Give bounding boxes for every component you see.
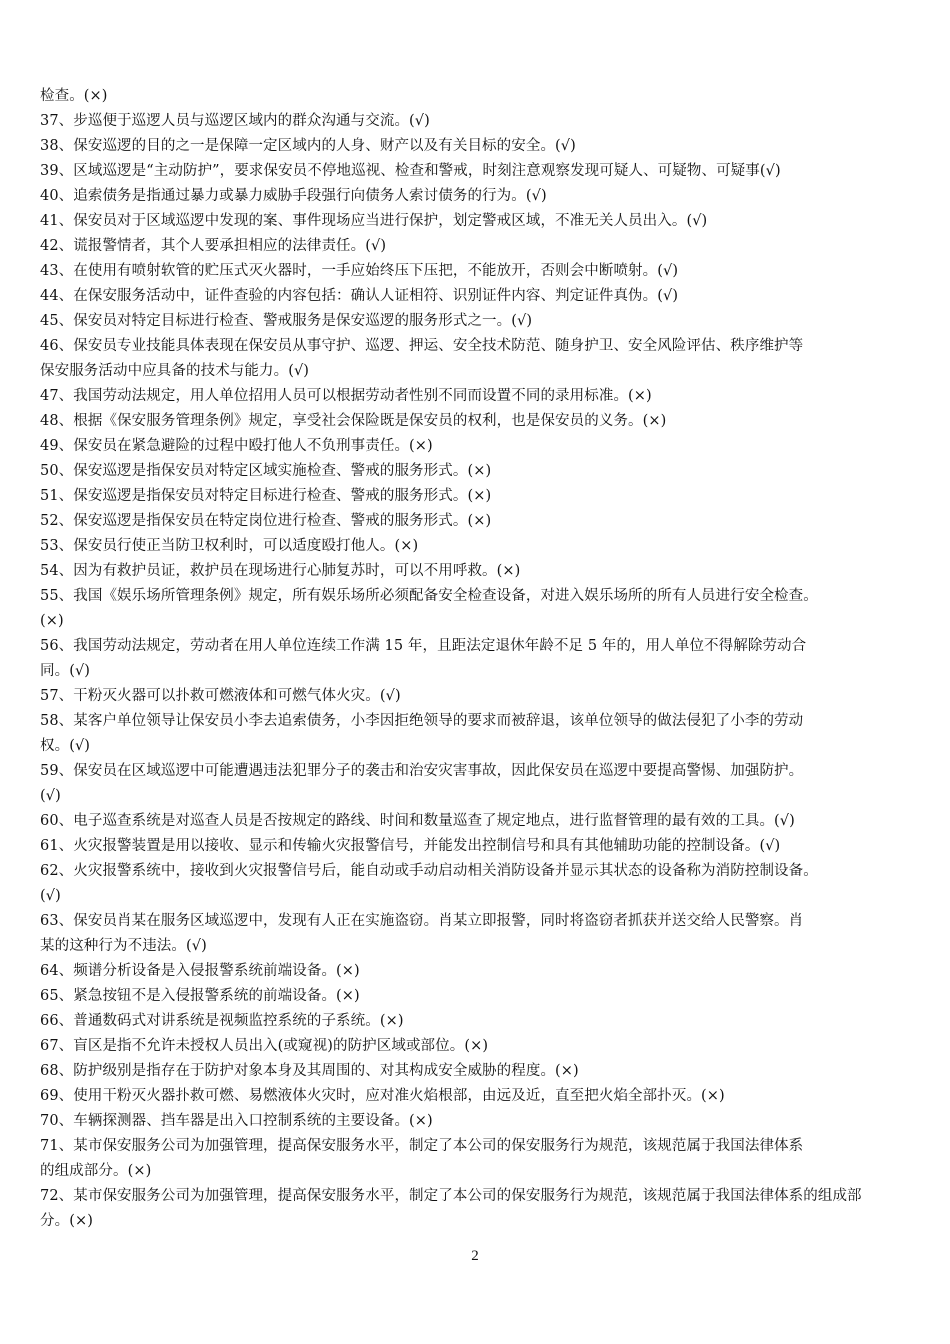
text-line: 59、保安员在区域巡逻中可能遭遇违法犯罪分子的袭击和治安灾害事故，因此保安员在巡逻中要提高警惕、加强防护。 [40, 763, 804, 779]
text-line: 53、保安员行使正当防卫权利时，可以适度殴打他人。(×) [40, 538, 419, 554]
text-line: 保安服务活动中应具备的技术与能力。(√) [40, 363, 310, 379]
text-line: 42、谎报警情者，其个人要承担相应的法律责任。(√) [40, 238, 387, 254]
text-line: 47、我国劳动法规定，用人单位招用人员可以根据劳动者性别不同而设置不同的录用标准。(×) [40, 388, 652, 404]
text-line: 64、频谱分析设备是入侵报警系统前端设备。(×) [40, 963, 360, 979]
text-line: 72、某市保安服务公司为加强管理，提高保安服务水平，制定了本公司的保安服务行为规范，该规范属于我国法律体系的组成部 [40, 1188, 862, 1204]
text-line: 56、我国劳动法规定，劳动者在用人单位连续工作满 15 年，且距法定退休年龄不足 5 年的，用人单位不得解除劳动合 [40, 638, 807, 654]
text-line: 46、保安员专业技能具体表现在保安员从事守护、巡逻、押运、安全技术防范、随身护卫、安全风险评估、秩序维护等 [40, 338, 804, 354]
text-line: 62、火灾报警系统中，接收到火灾报警信号后，能自动或手动启动相关消防设备并显示其状态的设备称为消防控制设备。 [40, 863, 818, 879]
text-line: 41、保安员对于区域巡逻中发现的案、事件现场应当进行保护，划定警戒区域，不准无关人员出入。(√) [40, 213, 708, 229]
text-line: 54、因为有救护员证，救护员在现场进行心肺复苏时，可以不用呼救。(×) [40, 563, 521, 579]
text-line: 38、保安巡逻的目的之一是保障一定区域内的人身、财产以及有关目标的安全。(√) [40, 138, 576, 154]
text-line: 71、某市保安服务公司为加强管理，提高保安服务水平，制定了本公司的保安服务行为规范，该规范属于我国法律体系 [40, 1138, 804, 1154]
text-line: 权。(√) [40, 738, 91, 754]
text-line: 40、追索债务是指通过暴力或暴力威胁手段强行向债务人索讨债务的行为。(√) [40, 188, 547, 204]
text-line: 某的这种行为不违法。(√) [40, 938, 207, 954]
text-line: (×) [40, 613, 64, 629]
text-line: 52、保安巡逻是指保安员在特定岗位进行检查、警戒的服务形式。(×) [40, 513, 492, 529]
text-line: 65、紧急按钮不是入侵报警系统的前端设备。(×) [40, 988, 360, 1004]
text-line: 48、根据《保安服务管理条例》规定，享受社会保险既是保安员的权利，也是保安员的义务。(×) [40, 413, 667, 429]
text-line: 60、电子巡查系统是对巡查人员是否按规定的路线、时间和数量巡查了规定地点，进行监督管理的最有效的工具。(√) [40, 813, 795, 829]
text-line: 分。(×) [40, 1213, 93, 1229]
document-body [40, 84, 912, 1234]
text-line: 66、普通数码式对讲系统是视频监控系统的子系统。(×) [40, 1013, 404, 1029]
text-line: (√) [40, 888, 61, 904]
text-line: 39、区域巡逻是“主动防护”，要求保安员不停地巡视、检查和警戒，时刻注意观察发现可疑人、可疑物、可疑事(√) [40, 163, 781, 179]
text-line: 61、火灾报警装置是用以接收、显示和传输火灾报警信号，并能发出控制信号和具有其他辅助功能的控制设备。(√) [40, 838, 781, 854]
text-line: 67、盲区是指不允许未授权人员出入(或窥视)的防护区域或部位。(×) [40, 1038, 489, 1054]
text-line: 44、在保安服务活动中，证件查验的内容包括：确认人证相符、识别证件内容、判定证件真伪。(√) [40, 288, 679, 304]
text-line: 49、保安员在紧急避险的过程中殴打他人不负刑事责任。(×) [40, 438, 433, 454]
text-line: 55、我国《娱乐场所管理条例》规定，所有娱乐场所必须配备安全检查设备，对进入娱乐场所的所有人员进行安全检查。 [40, 588, 818, 604]
page-number: 2 [471, 1248, 479, 1264]
text-line: 检查。(×) [40, 88, 108, 104]
text-line: 同。(√) [40, 663, 91, 679]
text-line: 的组成部分。(×) [40, 1163, 152, 1179]
text-line: 50、保安巡逻是指保安员对特定区域实施检查、警戒的服务形式。(×) [40, 463, 492, 479]
text-line: 45、保安员对特定目标进行检查、警戒服务是保安巡逻的服务形式之一。(√) [40, 313, 533, 329]
text-line: (√) [40, 788, 61, 804]
text-line: 70、车辆探测器、挡车器是出入口控制系统的主要设备。(×) [40, 1113, 433, 1129]
text-line: 57、干粉灭火器可以扑救可燃液体和可燃气体火灾。(√) [40, 688, 401, 704]
text-line: 69、使用干粉灭火器扑救可燃、易燃液体火灾时，应对准火焰根部，由远及近，直至把火焰全部扑灭。(×) [40, 1088, 725, 1104]
text-line: 37、步巡便于巡逻人员与巡逻区域内的群众沟通与交流。(√) [40, 113, 430, 129]
text-line: 68、防护级别是指存在于防护对象本身及其周围的、对其构成安全威胁的程度。(×) [40, 1063, 579, 1079]
text-line: 43、在使用有喷射软管的贮压式灭火器时，一手应始终压下压把，不能放开，否则会中断喷射。(√) [40, 263, 679, 279]
text-line: 63、保安员肖某在服务区域巡逻中，发现有人正在实施盗窃。肖某立即报警，同时将盗窃者抓获并送交给人民警察。肖 [40, 913, 804, 929]
text-line: 58、某客户单位领导让保安员小李去追索债务，小李因拒绝领导的要求而被辞退，该单位领导的做法侵犯了小李的劳动 [40, 713, 804, 729]
text-line: 51、保安巡逻是指保安员对特定目标进行检查、警戒的服务形式。(×) [40, 488, 492, 504]
